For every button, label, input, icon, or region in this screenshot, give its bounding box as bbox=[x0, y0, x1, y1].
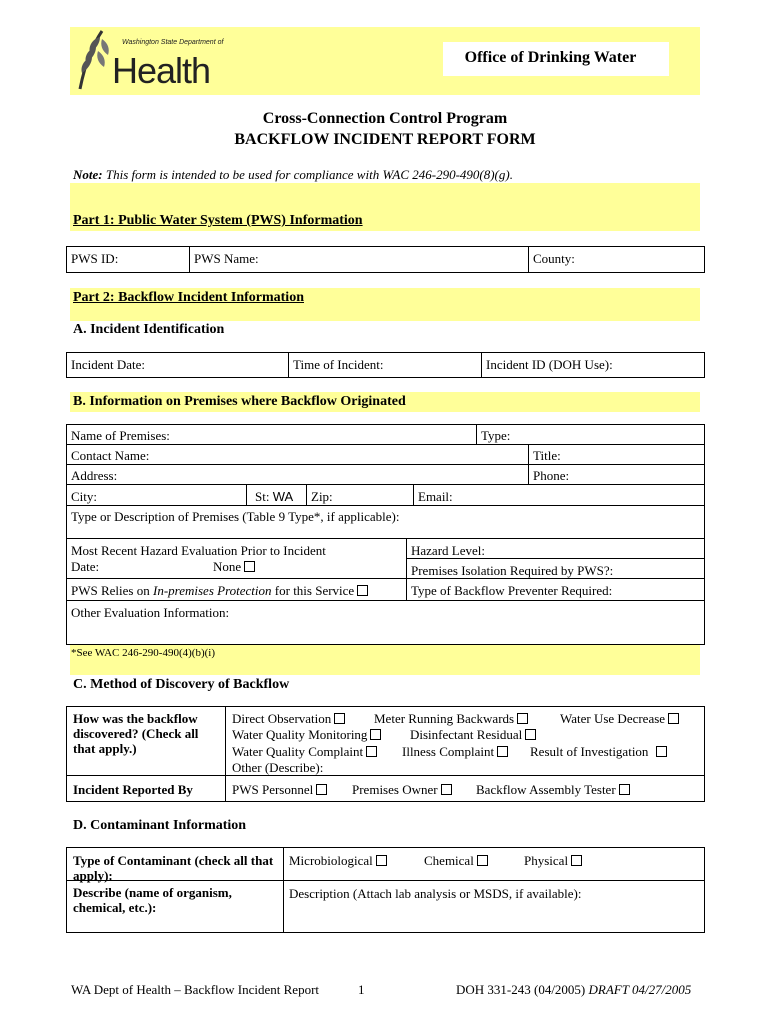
county-field[interactable]: County: bbox=[533, 251, 575, 266]
hazard-eval-label: Most Recent Hazard Evaluation Prior to Incident bbox=[71, 543, 326, 558]
city-field[interactable]: City: bbox=[71, 489, 98, 504]
pws-name-field[interactable]: PWS Name: bbox=[194, 251, 259, 266]
illness-complaint-label: Illness Complaint bbox=[402, 744, 495, 759]
note-label: Note: bbox=[73, 167, 103, 182]
chemical-label: Chemical bbox=[424, 853, 474, 868]
hazard-none-option[interactable] bbox=[208, 557, 260, 576]
quality-complaint-checkbox[interactable] bbox=[366, 746, 377, 757]
note-text bbox=[73, 167, 513, 183]
office-title: Office of Drinking Water bbox=[464, 49, 637, 66]
physical-checkbox[interactable] bbox=[571, 855, 582, 866]
wac-footnote: *See WAC 246-290-490(4)(b)(i) bbox=[71, 647, 215, 659]
section-a-heading: A. Incident Identification bbox=[73, 322, 225, 337]
isolation-field[interactable]: Premises Isolation Required by PWS?: bbox=[411, 563, 614, 578]
doh-logo bbox=[72, 29, 224, 93]
preventer-field[interactable]: Type of Backflow Preventer Required: bbox=[411, 583, 613, 598]
footer-draft-date: DRAFT 04/27/2005 bbox=[588, 982, 692, 997]
illness-complaint-option[interactable] bbox=[397, 742, 513, 761]
other-eval-field[interactable]: Other Evaluation Information: bbox=[71, 605, 230, 620]
assembly-tester-label: Backflow Assembly Tester bbox=[476, 782, 616, 797]
direct-observation-checkbox[interactable] bbox=[334, 713, 345, 724]
quality-monitoring-checkbox[interactable] bbox=[370, 729, 381, 740]
illness-complaint-checkbox[interactable] bbox=[497, 746, 508, 757]
program-title: Cross-Connection Control Program bbox=[262, 110, 508, 127]
state-label: St: bbox=[255, 489, 273, 504]
footer-left: WA Dept of Health – Backflow Incident Report bbox=[71, 982, 320, 997]
description-field[interactable]: Description (Attach lab analysis or MSDS, if available): bbox=[289, 886, 582, 901]
logo-big-text: Health bbox=[112, 50, 211, 91]
hazard-eval-date[interactable]: Date: bbox=[71, 559, 100, 574]
footer-page-number: 1 bbox=[358, 982, 365, 997]
section-b-heading: B. Information on Premises where Backflow Originated bbox=[73, 394, 406, 409]
phone-field[interactable]: Phone: bbox=[533, 468, 570, 483]
investigation-checkbox[interactable] bbox=[656, 746, 667, 757]
form-title: BACKFLOW INCIDENT REPORT FORM bbox=[234, 131, 536, 148]
premises-owner-option[interactable] bbox=[347, 780, 457, 799]
premises-type-field[interactable]: Type: bbox=[481, 428, 511, 443]
section-c-heading: C. Method of Discovery of Backflow bbox=[73, 677, 290, 692]
other-describe-field[interactable]: Other (Describe): bbox=[232, 760, 324, 775]
contact-title-field[interactable]: Title: bbox=[533, 448, 561, 463]
physical-option[interactable] bbox=[519, 851, 587, 870]
relies-pre: PWS Relies on bbox=[71, 583, 153, 598]
investigation-option[interactable] bbox=[525, 742, 672, 761]
assembly-tester-checkbox[interactable] bbox=[619, 784, 630, 795]
incident-time-field[interactable]: Time of Incident: bbox=[293, 357, 384, 372]
state-field[interactable] bbox=[250, 487, 298, 506]
premises-owner-label: Premises Owner bbox=[352, 782, 438, 797]
water-decrease-label: Water Use Decrease bbox=[560, 711, 666, 726]
relies-checkbox[interactable] bbox=[357, 585, 368, 596]
pws-personnel-checkbox[interactable] bbox=[316, 784, 327, 795]
premises-name-field[interactable]: Name of Premises: bbox=[71, 428, 170, 443]
section-d-heading: D. Contaminant Information bbox=[73, 818, 247, 833]
how-discovered-label: How was the backflow discovered? (Check all that apply.) bbox=[73, 711, 199, 756]
zip-field[interactable]: Zip: bbox=[311, 489, 333, 504]
reported-by-label: Incident Reported By bbox=[73, 782, 193, 797]
quality-complaint-label: Water Quality Complaint bbox=[232, 744, 364, 759]
meter-backwards-label: Meter Running Backwards bbox=[374, 711, 515, 726]
incident-date-field[interactable]: Incident Date: bbox=[71, 357, 145, 372]
part1-heading: Part 1: Public Water System (PWS) Information bbox=[73, 213, 363, 228]
water-decrease-option[interactable] bbox=[555, 709, 684, 728]
relies-option[interactable] bbox=[66, 581, 373, 600]
pws-id-field[interactable]: PWS ID: bbox=[71, 251, 119, 266]
physical-label: Physical bbox=[524, 853, 569, 868]
part2-heading: Part 2: Backflow Incident Information bbox=[73, 290, 304, 305]
disinfectant-residual-label: Disinfectant Residual bbox=[410, 727, 523, 742]
water-decrease-checkbox[interactable] bbox=[668, 713, 679, 724]
contaminant-type-label: Type of Contaminant (check all that apply): bbox=[73, 853, 274, 883]
chemical-checkbox[interactable] bbox=[477, 855, 488, 866]
microbiological-option[interactable] bbox=[284, 851, 392, 870]
email-field[interactable]: Email: bbox=[418, 489, 453, 504]
assembly-tester-option[interactable] bbox=[471, 780, 635, 799]
disinfectant-residual-checkbox[interactable] bbox=[525, 729, 536, 740]
address-field[interactable]: Address: bbox=[71, 468, 118, 483]
none-label: None bbox=[213, 559, 242, 574]
logo-small-text: Washington State Department of bbox=[122, 39, 224, 46]
note-body: This form is intended to be used for compliance with WAC 246-290-490(8)(g). bbox=[102, 167, 513, 182]
incident-id-field[interactable]: Incident ID (DOH Use): bbox=[486, 357, 613, 372]
microbiological-label: Microbiological bbox=[289, 853, 373, 868]
state-value: WA bbox=[272, 489, 294, 504]
spacer-band-1 bbox=[70, 183, 700, 211]
describe-label: Describe (name of organism, chemical, etc.): bbox=[73, 885, 232, 915]
investigation-label: Result of Investigation bbox=[530, 744, 649, 759]
chemical-option[interactable] bbox=[419, 851, 493, 870]
direct-observation-label: Direct Observation bbox=[232, 711, 332, 726]
none-checkbox[interactable] bbox=[244, 561, 255, 572]
hazard-level-field[interactable]: Hazard Level: bbox=[411, 543, 485, 558]
quality-monitoring-label: Water Quality Monitoring bbox=[232, 727, 368, 742]
premises-description-field[interactable]: Type or Description of Premises (Table 9 Type*, if applicable): bbox=[71, 509, 400, 524]
meter-backwards-checkbox[interactable] bbox=[517, 713, 528, 724]
part1-table bbox=[66, 246, 705, 273]
pws-personnel-label: PWS Personnel bbox=[232, 782, 314, 797]
contact-name-field[interactable]: Contact Name: bbox=[71, 448, 150, 463]
relies-post: for this Service bbox=[271, 583, 355, 598]
footer-right bbox=[456, 982, 691, 998]
footer-form-number: DOH 331-243 (04/2005) bbox=[456, 982, 589, 997]
pws-personnel-option[interactable] bbox=[227, 780, 332, 799]
premises-owner-checkbox[interactable] bbox=[441, 784, 452, 795]
microbiological-checkbox[interactable] bbox=[376, 855, 387, 866]
relies-ital: In-premises Protection bbox=[152, 583, 272, 598]
